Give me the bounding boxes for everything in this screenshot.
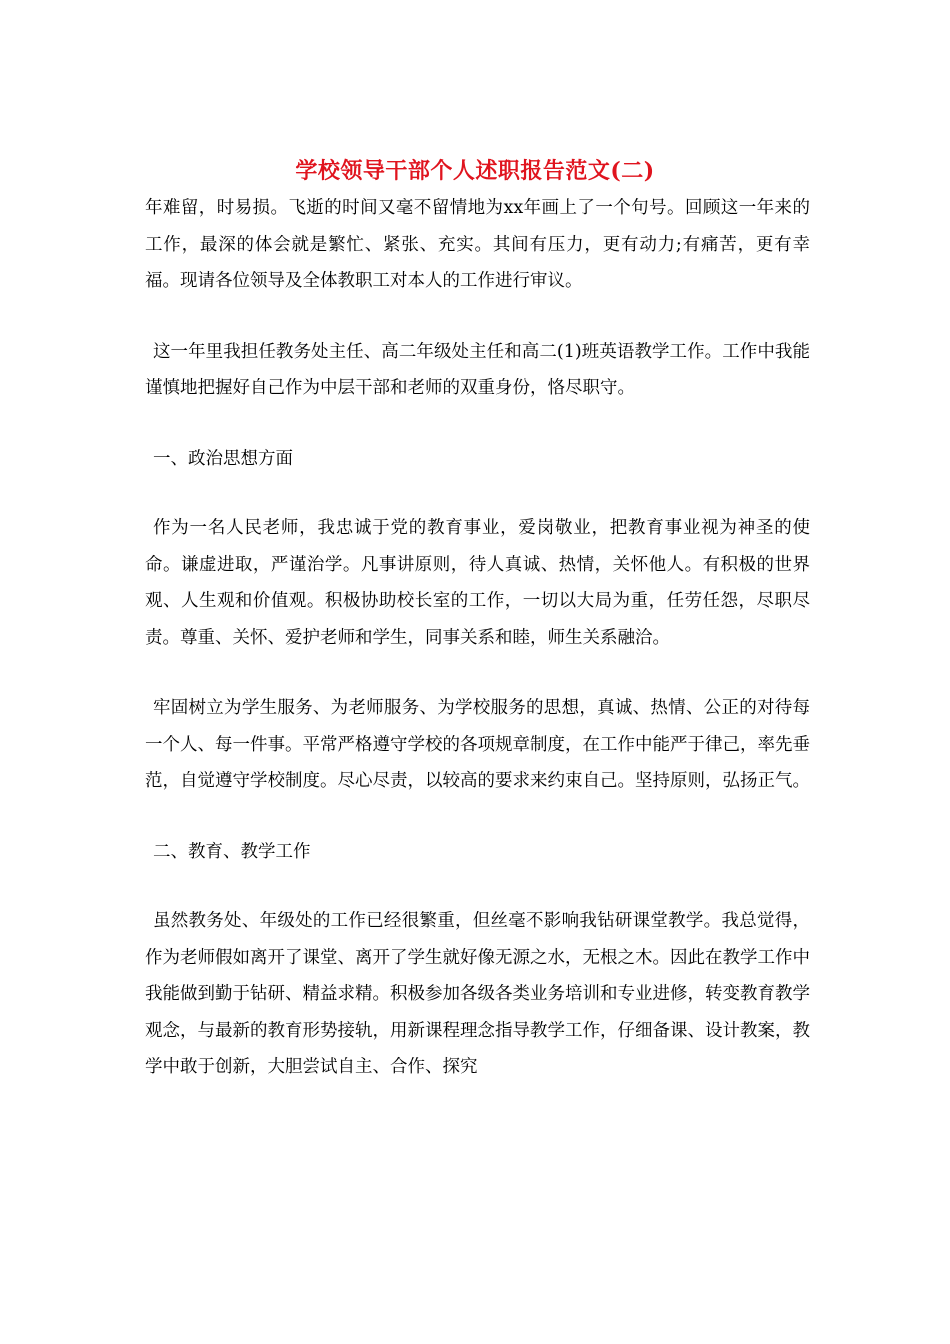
section-heading-teaching: 二、教育、教学工作 [153,841,311,862]
document-body [145,190,810,1120]
paragraph-politics-2: 牢固树立为学生服务、为老师服务、为学校服务的思想，真诚、热情、公正的对待每一个人、每一件事。平常严格遵守学校的各项规章制度，在工作中能严于律己，率先垂范，自觉遵守学校制度。尽心尽责，以较高的要求来约束自己。坚持原则，弘扬正气。 [145,698,810,791]
paragraph-intro: 年难留，时易损。飞逝的时间又毫不留情地为xx年画上了一个句号。回顾这一年来的工作，最深的体会就是繁忙、紧张、充实。其间有压力，更有动力;有痛苦，更有幸福。现请各位领导及全体教职工对本人的工作进行审议。 [145,198,810,291]
document-title: 学校领导干部个人述职报告范文(二) [295,158,655,184]
section-heading-politics: 一、政治思想方面 [153,448,293,469]
paragraph-teaching-1: 虽然教务处、年级处的工作已经很繁重，但丝毫不影响我钻研课堂教学。我总觉得，作为老师假如离开了课堂、离开了学生就好像无源之水，无根之木。因此在教学工作中我能做到勤于钻研、精益求精。积极参加各级各类业务培训和专业进修，转变教育教学观念，与最新的教育形势接轨，用新课程理念指导教学工作，仔细备课、设计教案，教学中敢于创新，大胆尝试自主、合作、探究 [145,911,810,1077]
paragraph-politics-1: 作为一名人民老师，我忠诚于党的教育事业，爱岗敬业，把教育事业视为神圣的使命。谦虚进取，严谨治学。凡事讲原则，待人真诚、热情，关怀他人。有积极的世界观、人生观和价值观。积极协助校长室的工作，一切以大局为重，任劳任怨，尽职尽责。尊重、关怀、爱护老师和学生，同事关系和睦，师生关系融洽。 [145,518,810,648]
paragraph-duties: 这一年里我担任教务处主任、高二年级处主任和高二(1)班英语教学工作。工作中我能谨慎地把握好自己作为中层干部和老师的双重身份，恪尽职守。 [145,341,810,398]
